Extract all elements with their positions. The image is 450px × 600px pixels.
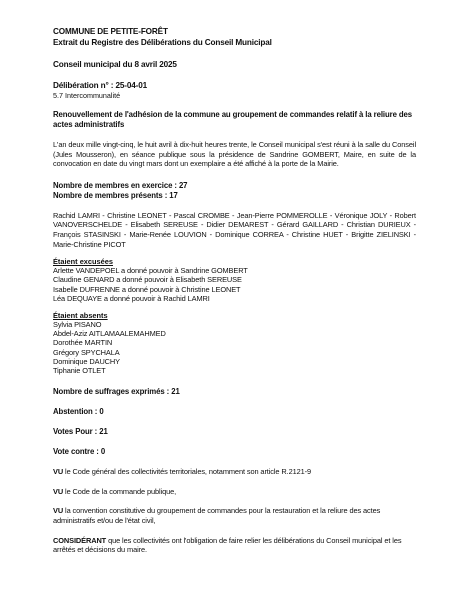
members-exercice: Nombre de membres en exercice : 27: [53, 180, 188, 190]
vu-text: le Code général des collectivités territoriales, notamment son article R.2121-9: [63, 467, 312, 477]
vu-item: [53, 506, 416, 525]
considerant-item: [53, 536, 416, 555]
list-item: Claudine GENARD a donné pouvoir à Elisabeth SEREUSE: [53, 275, 242, 285]
commune-name: COMMUNE DE PETITE-FORÊT: [53, 27, 168, 36]
members-presents: Nombre de membres présents : 17: [53, 190, 178, 200]
list-item: Isabelle DUFRENNE a donné pouvoir à Christine LEONET: [53, 284, 241, 294]
vu-label: VU: [53, 486, 64, 496]
excuses-list: [53, 266, 416, 303]
abstention-count: Abstention : 0: [53, 407, 104, 417]
vu-text: le Code de la commande publique,: [63, 486, 177, 496]
list-item: Dominique DAUCHY: [53, 356, 120, 366]
intro-paragraph: L'an deux mille vingt-cinq, le huit avril à dix-huit heures trente, le Conseil municipal s'est réuni à la salle du Conseil (Jules Mousseron), en séance publique sous la présidence de Sandrine GOMBERT, Maire, en suite de la convocation en date du vingt mars dont un exemplaire a été affiché à la porte de la Mairie.: [53, 140, 416, 169]
registre-title: Extrait du Registre des Délibérations du Conseil Municipal: [53, 37, 272, 47]
list-item: Tiphanie OTLET: [53, 365, 106, 375]
list-item: Dorothée MARTIN: [53, 338, 113, 348]
vu-item: [53, 487, 416, 497]
absents-list: [53, 320, 416, 375]
votes-pour-count: Votes Pour : 21: [53, 427, 108, 437]
suffrages-count: Nombre de suffrages exprimés : 21: [53, 387, 180, 397]
list-item: Arlette VANDEPOEL a donné pouvoir à Sandrine GOMBERT: [53, 266, 248, 276]
session-date: Conseil municipal du 8 avril 2025: [53, 60, 177, 69]
list-item: Abdel-Aziz AITLAMAALEMAHMED: [53, 329, 166, 339]
considerant-text: que les collectivités ont l'obligation de faire relier les délibérations du Conseil municipal et les arrêtés et décisions du maire.: [53, 535, 402, 555]
present-members-list: Rachid LAMRI - Christine LEONET - Pascal CROMBE - Jean-Pierre POMMEROLLE - Véronique JOLY - Robert VANOVERSCHELDE - Elisabeth SEREUSE - Didier DEMAREST - Gérard GAILLARD - Christian DURIEUX - François STASINSKI - Marie-Renée LOUVION - Dominique CORREA - Christine HUET - Brigitte ZIELINSKI - Marie-Christine PICOT: [53, 210, 416, 249]
considerant-label: CONSIDÉRANT: [53, 535, 107, 545]
absents-heading: Étaient absents: [53, 310, 108, 320]
list-item: Léa DEQUAYE a donné pouvoir à Rachid LAMRI: [53, 293, 210, 303]
vu-label: VU: [53, 467, 64, 477]
deliberation-number: Délibération n° : 25-04-01: [53, 80, 148, 90]
vu-item: [53, 467, 416, 477]
list-item: Grégory SPYCHALA: [53, 347, 120, 357]
deliberation-title: Renouvellement de l'adhésion de la commune au groupement de commandes relatif à la reliure des actes administratifs: [53, 110, 413, 129]
vu-text: la convention constitutive du groupement de commandes pour la restauration et la reliure des actes administratifs et/ou de l'état civil,: [53, 506, 381, 525]
votes-contre-count: Vote contre : 0: [53, 447, 106, 457]
deliberation-category: 5.7 Intercommunalité: [53, 91, 121, 100]
vu-label: VU: [53, 506, 64, 516]
list-item: Sylvia PISANO: [53, 319, 102, 329]
excuses-heading: Étaient excusées: [53, 257, 113, 267]
